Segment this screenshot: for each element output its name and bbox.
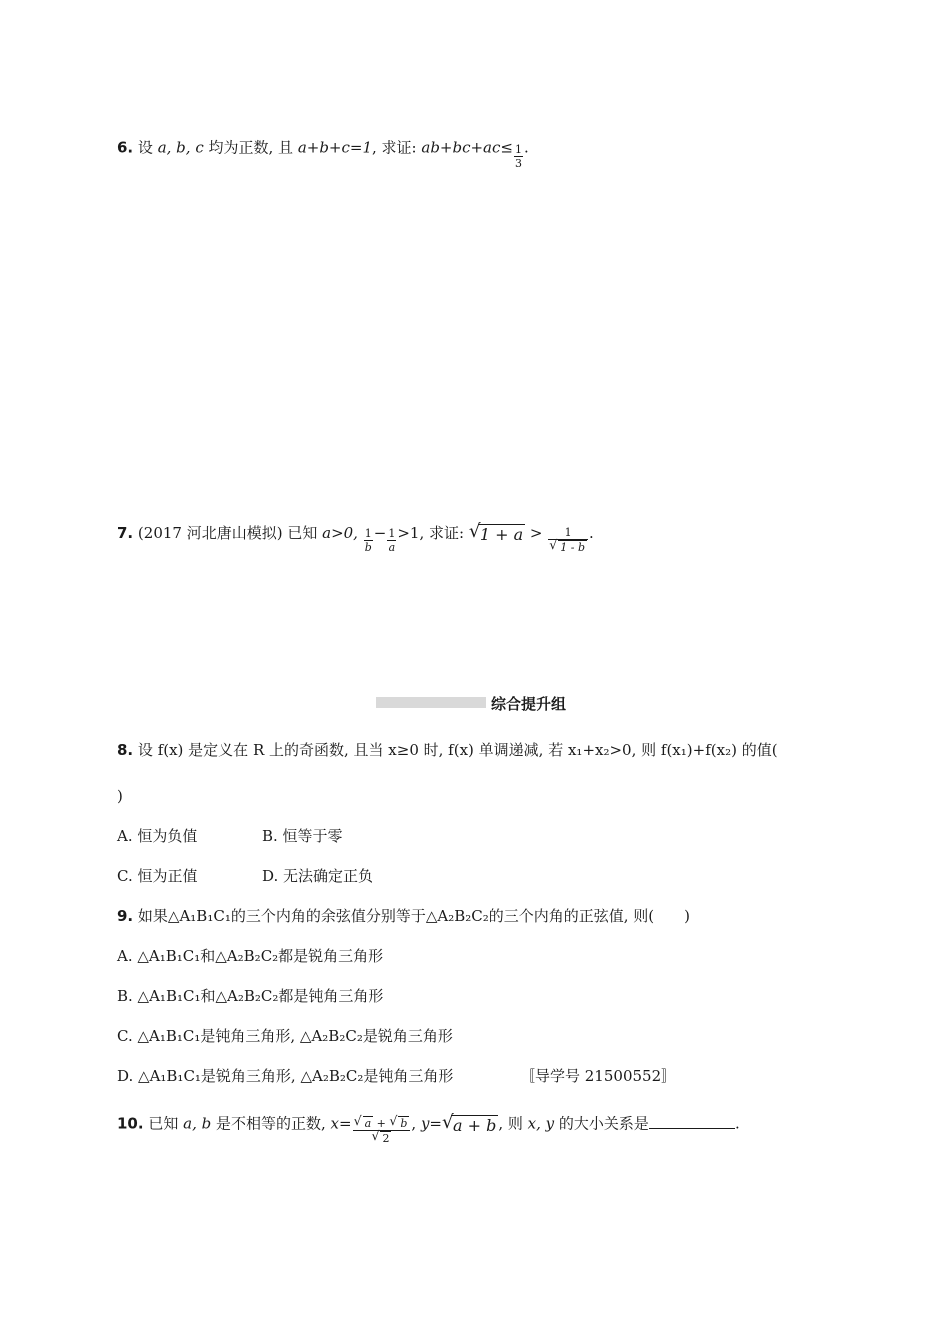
option-b: B. 恒等于零 bbox=[262, 827, 343, 845]
radicand: 1 + a bbox=[479, 525, 524, 544]
option-a: A. 恒为负值 bbox=[117, 827, 198, 845]
fraction-one-third bbox=[514, 143, 523, 170]
fraction-1-over-sqrt bbox=[548, 526, 588, 554]
radicand: 1 - b bbox=[560, 541, 585, 554]
question-6 bbox=[117, 135, 529, 170]
sqrt-2 bbox=[371, 1131, 391, 1145]
text: 已知 bbox=[148, 1114, 184, 1133]
condition-gt-1: >1, bbox=[397, 524, 425, 542]
radicand: a + b bbox=[453, 1115, 497, 1135]
option-b: B. △A₁B₁C₁和△A₂B₂C₂都是钝角三角形 bbox=[117, 987, 384, 1005]
denominator: b bbox=[364, 540, 372, 554]
option-d: D. 无法确定正负 bbox=[262, 867, 374, 885]
fraction-x bbox=[353, 1116, 411, 1145]
text: 的大小关系是 bbox=[554, 1114, 649, 1133]
period: . bbox=[589, 524, 594, 542]
radicand: a bbox=[364, 1117, 372, 1130]
option-c: C. △A₁B₁C₁是钝角三角形, △A₂B₂C₂是锐角三角形 bbox=[117, 1027, 453, 1045]
question-number: 8. bbox=[117, 741, 134, 759]
variables: x, y bbox=[527, 1114, 555, 1133]
text: 设 bbox=[137, 138, 158, 157]
text: 均为正数, 且 bbox=[203, 138, 298, 157]
question-number: 6. bbox=[117, 138, 134, 157]
sqrt-1-minus-b bbox=[549, 540, 587, 554]
sqrt-b bbox=[389, 1116, 409, 1130]
question-10 bbox=[117, 1110, 740, 1145]
fraction-1-over-b bbox=[364, 527, 373, 554]
variables: a, b, c bbox=[157, 138, 204, 157]
condition: a+b+c=1 bbox=[297, 138, 373, 157]
sqrt-1-plus-a bbox=[469, 524, 525, 545]
question-9 bbox=[117, 906, 690, 926]
greater-than: > bbox=[525, 524, 548, 542]
comma: , bbox=[411, 1114, 421, 1133]
variables: a, b bbox=[183, 1114, 212, 1133]
question-8-close-paren: ) bbox=[117, 787, 123, 805]
option-d: D. △A₁B₁C₁是锐角三角形, △A₂B₂C₂是钝角三角形 bbox=[117, 1067, 454, 1085]
answer-blank[interactable] bbox=[649, 1114, 735, 1129]
fraction-1-over-a bbox=[387, 527, 396, 554]
text: 已知 bbox=[282, 524, 323, 542]
sqrt-a bbox=[354, 1116, 374, 1130]
reference-number: 〚导学号 21500552〛 bbox=[520, 1067, 677, 1085]
question-stem: 设 f(x) 是定义在 R 上的奇函数, 且当 x≥0 时, f(x) 单调递减, 若 x₁+x₂>0, 则 f(x₁)+f(x₂) 的值( bbox=[137, 741, 778, 759]
numerator: 1 bbox=[564, 526, 572, 539]
x-equals: x= bbox=[330, 1114, 352, 1133]
numerator: 1 bbox=[364, 526, 372, 540]
question-7 bbox=[117, 520, 594, 554]
text: , 求证: bbox=[372, 138, 422, 157]
question-8 bbox=[117, 740, 778, 760]
denominator: a bbox=[388, 540, 396, 554]
text: , 则 bbox=[498, 1114, 528, 1133]
question-number: 7. bbox=[117, 524, 134, 542]
section-bar bbox=[376, 697, 486, 708]
question-number: 9. bbox=[117, 907, 134, 925]
section-title: 综合提升组 bbox=[491, 695, 567, 713]
question-number: 10. bbox=[117, 1114, 144, 1133]
source-tag: (2017 河北唐山模拟) bbox=[137, 524, 283, 542]
condition: a>0, bbox=[322, 524, 358, 542]
denominator bbox=[353, 1130, 411, 1145]
option-a: A. △A₁B₁C₁和△A₂B₂C₂都是锐角三角形 bbox=[117, 947, 384, 965]
numerator: 1 bbox=[514, 143, 522, 156]
denominator: 3 bbox=[514, 157, 522, 170]
question-stem: 如果△A₁B₁C₁的三个内角的余弦值分别等于△A₂B₂C₂的三个内角的正弦值, 则( ) bbox=[137, 907, 690, 925]
denominator bbox=[548, 539, 588, 554]
sqrt-a-plus-b bbox=[442, 1115, 498, 1136]
numerator: 1 bbox=[388, 526, 396, 540]
option-c: C. 恒为正值 bbox=[117, 867, 198, 885]
y-equals: y= bbox=[420, 1114, 442, 1133]
relation: ≤ bbox=[500, 138, 513, 157]
radicand: b bbox=[400, 1117, 408, 1130]
period: . bbox=[523, 138, 529, 157]
radicand: 2 bbox=[382, 1132, 390, 1145]
minus-sign: − bbox=[373, 524, 387, 542]
text: 求证: bbox=[424, 524, 469, 542]
numerator bbox=[353, 1116, 411, 1130]
period: . bbox=[734, 1114, 740, 1133]
text: 是不相等的正数, bbox=[211, 1114, 331, 1133]
plus-sign: + bbox=[373, 1117, 390, 1130]
expression: ab+bc+ac bbox=[421, 138, 501, 157]
